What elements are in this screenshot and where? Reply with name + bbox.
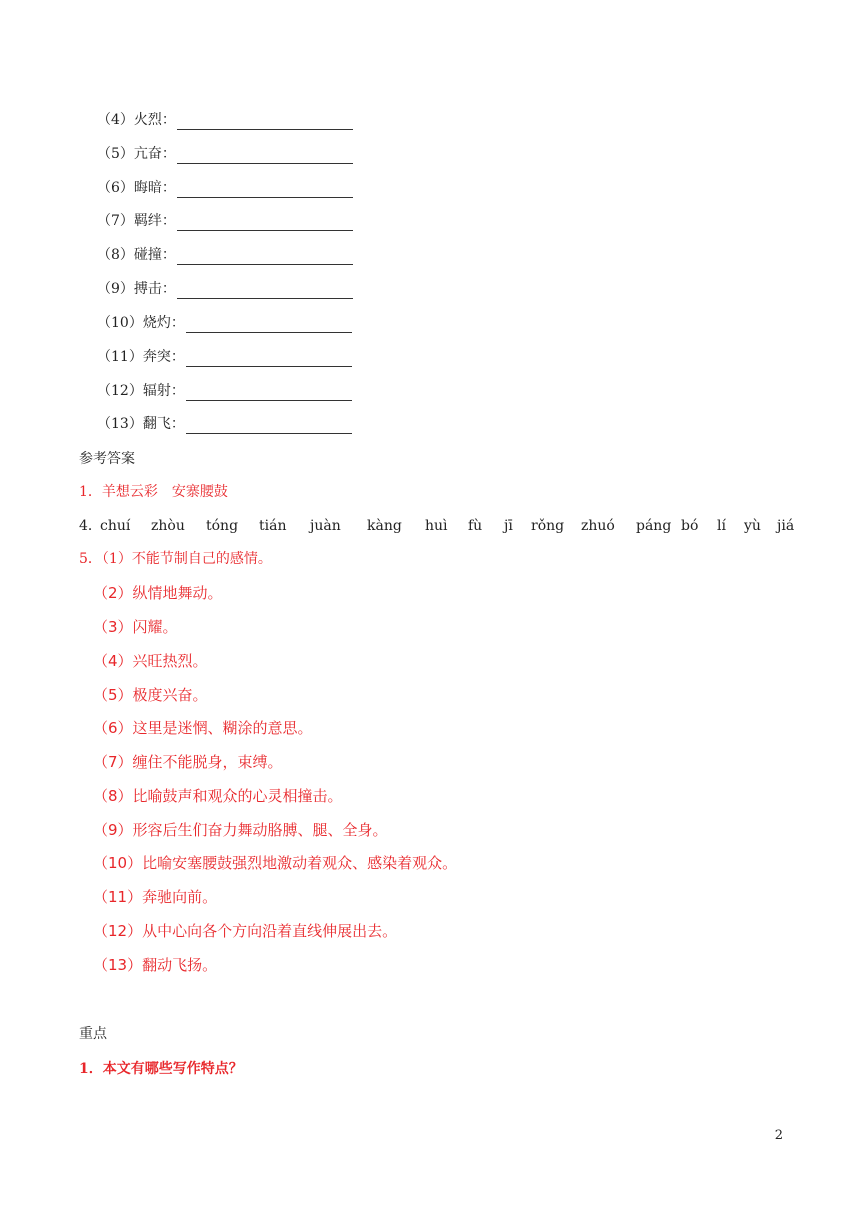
pinyin-syllable: lí bbox=[717, 518, 726, 534]
question-label: （12）辐射： bbox=[97, 383, 185, 399]
pinyin-syllable: jiá bbox=[777, 518, 795, 534]
answer-blank[interactable] bbox=[177, 183, 353, 198]
meaning-item: （5）极度兴奋。 bbox=[93, 686, 208, 704]
question-item bbox=[97, 110, 353, 130]
question-label: （10）烧灼： bbox=[97, 315, 185, 331]
question-label: （7）羁绊： bbox=[97, 213, 176, 229]
answer-blank[interactable] bbox=[186, 318, 352, 333]
meaning-item: （11）奔驰向前。 bbox=[93, 888, 218, 906]
meaning-item: （9）形容后生们奋力舞动胳膊、腿、全身。 bbox=[93, 821, 388, 839]
question-item bbox=[97, 245, 353, 265]
meaning-item: （4）兴旺热烈。 bbox=[93, 652, 208, 670]
answers-heading: 参考答案 bbox=[79, 451, 135, 467]
answer-blank[interactable] bbox=[186, 386, 352, 401]
question-item bbox=[97, 144, 353, 164]
question-label: （11）奔突： bbox=[97, 349, 185, 365]
meaning-item: （10）比喻安塞腰鼓强烈地激动着观众、感染着观众。 bbox=[93, 854, 458, 872]
question-item bbox=[97, 279, 353, 299]
pinyin-syllable: juàn bbox=[310, 518, 341, 534]
question-item bbox=[97, 313, 352, 333]
answer-blank[interactable] bbox=[177, 250, 353, 265]
question-label: （6）晦暗： bbox=[97, 180, 176, 196]
question-item bbox=[97, 347, 352, 367]
pinyin-syllable: jī bbox=[504, 518, 513, 534]
meaning-item: （12）从中心向各个方向沿着直线伸展出去。 bbox=[93, 922, 398, 940]
pinyin-syllable: rǒng bbox=[531, 518, 565, 534]
pinyin-syllable: huì bbox=[425, 518, 448, 534]
meaning-item: （7）缠住不能脱身，束缚。 bbox=[93, 753, 283, 771]
pinyin-syllable: bó bbox=[681, 518, 699, 534]
pinyin-syllable: fù bbox=[468, 518, 483, 534]
answer-blank[interactable] bbox=[186, 352, 352, 367]
answer-blank[interactable] bbox=[186, 419, 352, 434]
pinyin-syllable: yù bbox=[744, 518, 761, 534]
pinyin-syllable: chuí bbox=[100, 518, 131, 534]
meaning-item: （13）翻动飞扬。 bbox=[93, 956, 218, 974]
answer-5-first: 5．（1）不能节制自己的感情。 bbox=[79, 551, 272, 567]
question-item bbox=[97, 178, 353, 198]
pinyin-syllable: páng bbox=[636, 518, 672, 534]
question-label: （13）翻飞： bbox=[97, 416, 185, 432]
meaning-item: （8）比喻鼓声和观众的心灵相撞击。 bbox=[93, 787, 343, 805]
answer-blank[interactable] bbox=[177, 149, 353, 164]
question-label: （4）火烈： bbox=[97, 112, 176, 128]
meaning-item: （3）闪耀。 bbox=[93, 618, 178, 636]
key-question: 1．本文有哪些写作特点？ bbox=[79, 1061, 243, 1077]
meaning-item: （2）纵情地舞动。 bbox=[93, 584, 223, 602]
pinyin-syllable: zhòu bbox=[151, 518, 185, 534]
meaning-item: （6）这里是迷惘、糊涂的意思。 bbox=[93, 719, 313, 737]
pinyin-syllable: tián bbox=[259, 518, 287, 534]
question-label: （5）亢奋： bbox=[97, 146, 176, 162]
answer-4-prefix: 4． bbox=[79, 518, 102, 534]
page-number: 2 bbox=[774, 1128, 783, 1143]
key-heading: 重点 bbox=[79, 1026, 107, 1042]
question-item bbox=[97, 381, 352, 401]
answer-blank[interactable] bbox=[177, 216, 353, 231]
pinyin-syllable: tóng bbox=[206, 518, 239, 534]
question-label: （9）搏击： bbox=[97, 281, 176, 297]
question-item bbox=[97, 414, 352, 434]
question-label: （8）碰撞： bbox=[97, 247, 176, 263]
answer-blank[interactable] bbox=[177, 115, 353, 130]
question-item bbox=[97, 211, 353, 231]
answer-1: 1．羊想云彩 安寨腰鼓 bbox=[79, 484, 228, 500]
pinyin-syllable: kàng bbox=[367, 518, 402, 534]
answer-blank[interactable] bbox=[177, 284, 353, 299]
pinyin-syllable: zhuó bbox=[581, 518, 615, 534]
